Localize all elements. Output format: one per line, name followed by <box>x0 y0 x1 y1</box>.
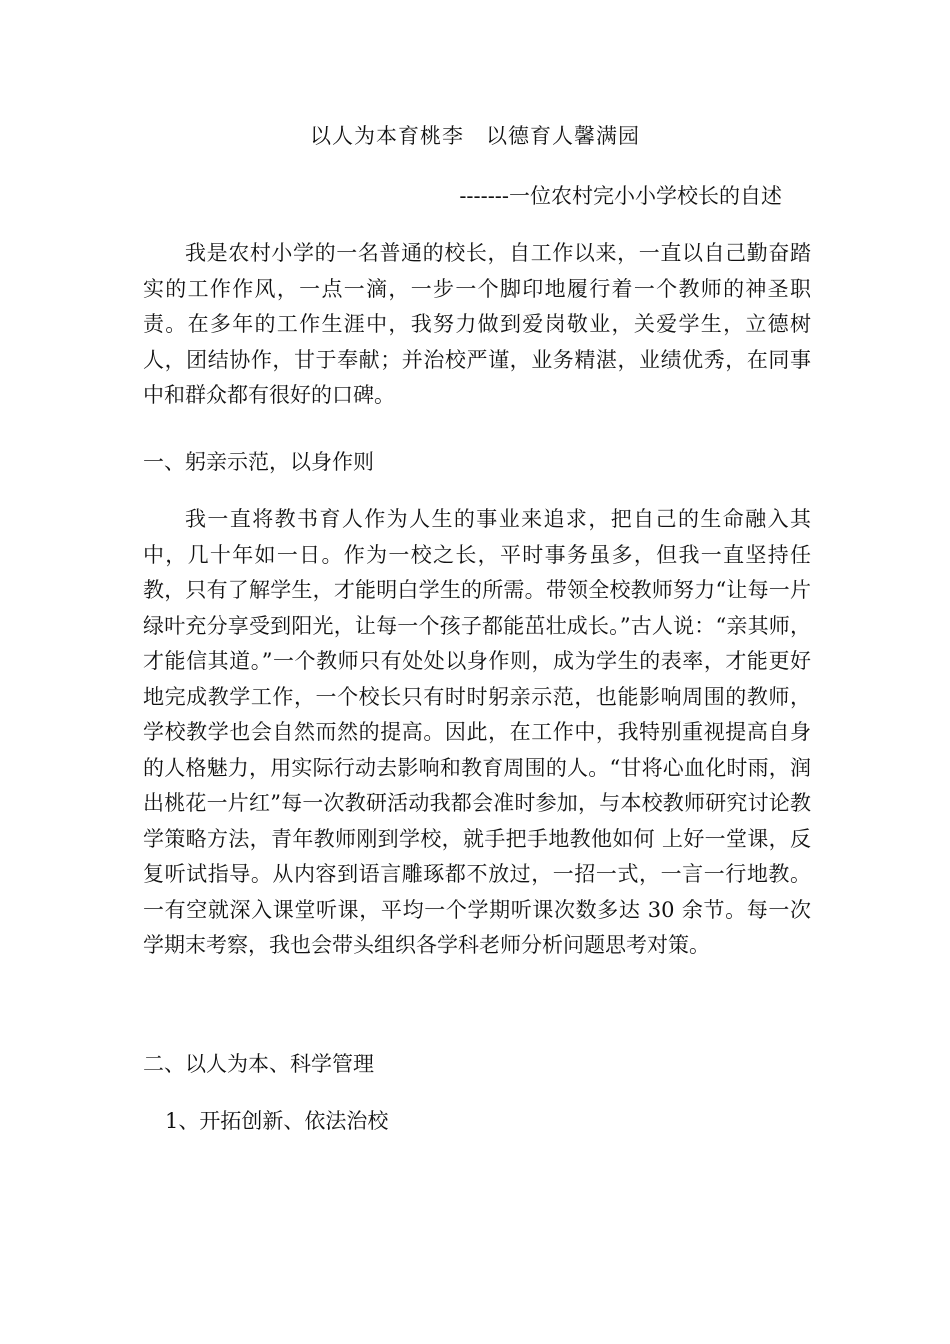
document-title: 以人为本育桃李 以德育人馨满园 <box>310 124 640 148</box>
section-2-heading: 二、以人为本、科学管理 <box>143 1052 374 1076</box>
document-subtitle: -------一位农村完小小学校长的自述 <box>459 184 782 208</box>
subsection-1-heading: 1、开拓创新、依法治校 <box>165 1109 389 1133</box>
section-1-paragraph: 我一直将教书育人作为人生的事业来追求，把自己的生命融入其中，几十年如一日。作为一校之长，平时事务虽多，但我一直坚持任教，只有了解学生，才能明白学生的所需。带领全校教师努力“让每一片绿叶充分享受到阳光，让每一个孩子都能茁壮成长。”古人说：“亲其师，才能信其道。”一个教师只有处处以身作则，成为学生的表率，才能更好地完成教学工作，一个校长只有时时躬亲示范，也能影响周围的教师，学校教学也会自然而然的提高。因此，在工作中，我特别重视提高自身的人格魅力，用实际行动去影响和教育周围的人。“甘将心血化时雨，润出桃花一片红”每一次教研活动我都会准时参加，与本校教师研究讨论教学策略方法，青年教师刚到学校，就手把手地教他如何 上好一堂课，反复听试指导。从内容到语言雕琢都不放过，一招一式，一言一行地教。一有空就深入课堂听课，平均一个学期听课次数多达 30 余节。每一次学期末考察，我也会带头组织各学科老师分析问题思考对策。 <box>143 507 811 957</box>
section-1-heading: 一、躬亲示范，以身作则 <box>143 450 374 474</box>
intro-paragraph: 我是农村小学的一名普通的校长，自工作以来，一直以自己勤奋踏实的工作作风，一点一滴，一步一个脚印地履行着一个教师的神圣职责。在多年的工作生涯中，我努力做到爱岗敬业，关爱学生，立德树人，团结协作，甘于奉献；并治校严谨，业务精湛，业绩优秀，在同事中和群众都有很好的口碑。 <box>143 241 811 407</box>
